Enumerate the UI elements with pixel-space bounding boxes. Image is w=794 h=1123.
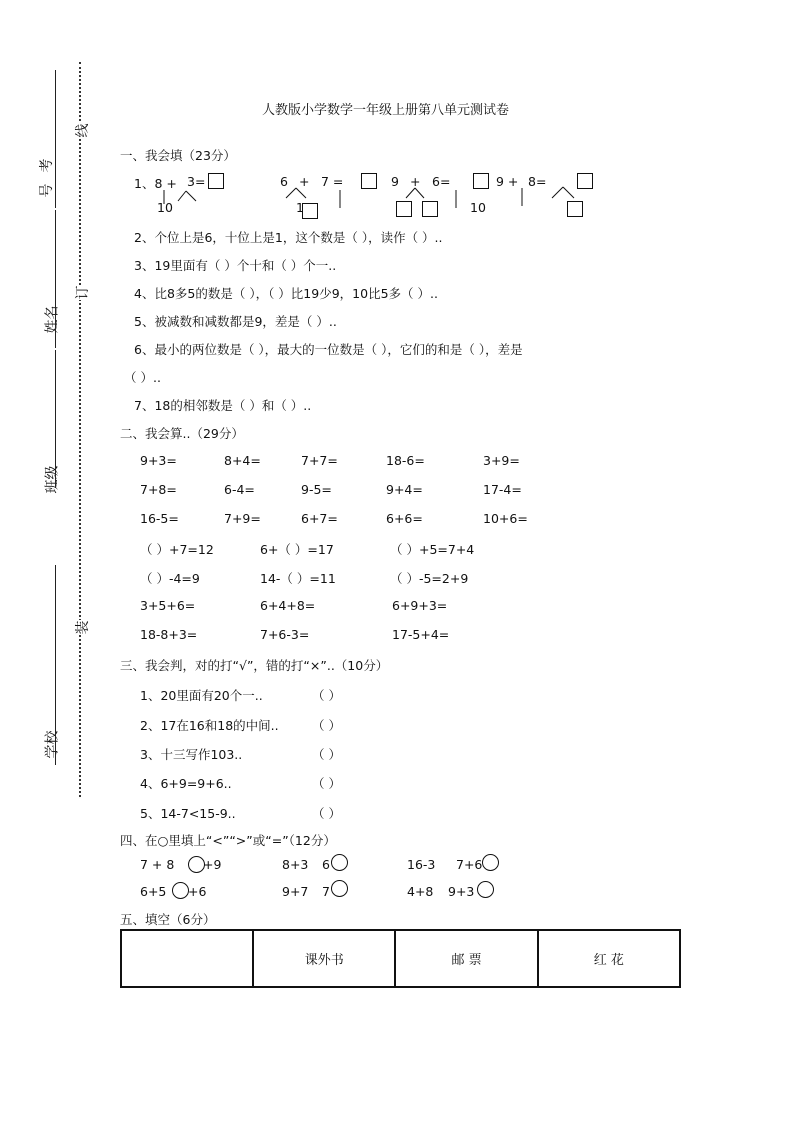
chain-equation: 18-8+3= — [140, 627, 198, 642]
answer-box[interactable] — [422, 201, 438, 217]
judge-item: 2、17在16和18的中间.. — [140, 718, 279, 733]
q7: 7、18的相邻数是（ ）和（ ）.. — [134, 398, 312, 413]
name-underline — [55, 210, 56, 348]
blank-equation: （ ）-4=9 — [140, 571, 200, 586]
q1-part4-b: 8= — [528, 174, 547, 189]
chain-equation: 6+9+3= — [392, 598, 448, 613]
judge-item: 4、6+9=9+6.. — [140, 776, 232, 791]
compare-circle[interactable] — [331, 854, 348, 871]
chain-equation: 6+4+8= — [260, 598, 316, 613]
calc-item: 7+7= — [301, 453, 338, 468]
class-underline — [55, 350, 56, 488]
calc-item: 8+4= — [224, 453, 261, 468]
section-5-heading: 五、填空（6分） — [120, 912, 216, 927]
q2: 2、个位上是6，十位上是1，这个数是（ ），读作（ ）.. — [134, 230, 443, 245]
compare-left: 7 + 8 — [140, 857, 175, 872]
judge-item: 1、20里面有20个一.. — [140, 688, 263, 703]
q1-part1-right: 3= — [187, 174, 206, 189]
table-cell[interactable]: 邮 票 — [395, 930, 537, 987]
calc-item: 9-5= — [301, 482, 332, 497]
calc-item: 17-4= — [483, 482, 522, 497]
split-ten: 10 — [470, 200, 486, 215]
blank-equation: （ ）-5=2+9 — [390, 571, 469, 586]
compare-circle[interactable] — [477, 881, 494, 898]
blank-equation: （ ）+5=7+4 — [390, 542, 475, 557]
judge-answer[interactable]: （ ） — [312, 688, 341, 703]
calc-item: 9+3= — [140, 453, 177, 468]
calc-item: 9+4= — [386, 482, 423, 497]
q6-line1: 6、最小的两位数是（ ），最大的一位数是（ ），它们的和是（ ），差是 — [134, 342, 523, 357]
q6-line2: （ ）.. — [124, 370, 161, 385]
judge-answer[interactable]: （ ） — [312, 747, 341, 762]
exam-no-underline — [55, 70, 56, 208]
line-mark: 线 — [75, 123, 91, 138]
q1-part1-left: 1、8 + — [134, 176, 177, 191]
judge-answer[interactable]: （ ） — [312, 806, 341, 821]
compare-circle[interactable] — [482, 854, 499, 871]
answer-box[interactable] — [567, 201, 583, 217]
split-one: 1 — [296, 200, 304, 215]
q1-part4-a: 9 + — [496, 174, 519, 189]
zhuang-mark: 装 — [75, 620, 91, 635]
compare-right: 7 — [322, 884, 330, 899]
calc-item: 6+6= — [386, 511, 423, 526]
answer-box[interactable] — [208, 173, 224, 189]
binding-dotted-line — [79, 62, 81, 797]
compare-right: +9 — [203, 857, 222, 872]
compare-right: 6 — [322, 857, 330, 872]
calc-item: 18-6= — [386, 453, 425, 468]
q1-part2-b: 7 = — [321, 174, 344, 189]
school-underline — [55, 565, 56, 765]
blank-equation: （ ）+7=12 — [140, 542, 214, 557]
judge-item: 5、14-7<15-9.. — [140, 806, 236, 821]
answer-box[interactable] — [396, 201, 412, 217]
table-cell[interactable]: 课外书 — [253, 930, 395, 987]
section-1-heading: 一、我会填（23分） — [120, 148, 236, 163]
compare-left: 9+7 — [282, 884, 309, 899]
table-cell[interactable] — [121, 930, 253, 987]
q4: 4、比8多5的数是（ ），（ ）比19少9，10比5多（ ）.. — [134, 286, 438, 301]
answer-box[interactable] — [302, 203, 318, 219]
class-label: 班级 — [44, 465, 61, 494]
compare-left: 16-3 — [407, 857, 436, 872]
compare-left: 6+5 — [140, 884, 167, 899]
calc-item: 3+9= — [483, 453, 520, 468]
judge-item: 3、十三写作103.. — [140, 747, 243, 762]
table-row — [121, 930, 680, 987]
q3: 3、19里面有（ ）个十和（ ）个一.. — [134, 258, 337, 273]
ding-mark: 订 — [75, 285, 91, 300]
split-ten: 10 — [157, 200, 173, 215]
calc-item: 7+8= — [140, 482, 177, 497]
compare-right: 7+6 — [456, 857, 483, 872]
section-4-heading: 四、在○里填上“<”“>”或“=”（12分） — [120, 833, 336, 848]
compare-circle[interactable] — [172, 882, 189, 899]
calc-item: 10+6= — [483, 511, 528, 526]
chain-equation: 7+6-3= — [260, 627, 310, 642]
judge-answer[interactable]: （ ） — [312, 718, 341, 733]
blank-equation: 14-（ ）=11 — [260, 571, 336, 586]
fill-table — [120, 929, 681, 988]
calc-item: 16-5= — [140, 511, 179, 526]
exam-no-label: 考 号 — [39, 158, 55, 198]
page-title: 人教版小学数学一年级上册第八单元测试卷 — [262, 103, 510, 118]
school-label: 学校 — [44, 730, 61, 759]
calc-item: 7+9= — [224, 511, 261, 526]
name-label: 姓名 — [44, 305, 61, 334]
calc-item: 6+7= — [301, 511, 338, 526]
section-2-heading: 二、我会算..（29分） — [120, 426, 244, 441]
answer-box[interactable] — [473, 173, 489, 189]
calc-item: 6-4= — [224, 482, 255, 497]
table-cell[interactable]: 红 花 — [538, 930, 680, 987]
q1-part3-plus: + — [410, 174, 421, 189]
compare-left: 8+3 — [282, 857, 309, 872]
compare-right: 9+3 — [448, 884, 475, 899]
q1-part3-b: 6= — [432, 174, 451, 189]
compare-right: +6 — [188, 884, 207, 899]
q1-part3-a: 9 — [391, 174, 399, 189]
chain-equation: 17-5+4= — [392, 627, 450, 642]
chain-equation: 3+5+6= — [140, 598, 196, 613]
q5: 5、被减数和减数都是9，差是（ ）.. — [134, 314, 337, 329]
q1-part2-plus: + — [299, 174, 310, 189]
section-3-heading: 三、我会判，对的打“√”，错的打“×”..（10分） — [120, 658, 389, 673]
judge-answer[interactable]: （ ） — [312, 776, 341, 791]
compare-left: 4+8 — [407, 884, 434, 899]
compare-circle[interactable] — [331, 880, 348, 897]
q1-part2-a: 6 — [280, 174, 288, 189]
answer-box[interactable] — [361, 173, 377, 189]
blank-equation: 6+（ ）=17 — [260, 542, 334, 557]
